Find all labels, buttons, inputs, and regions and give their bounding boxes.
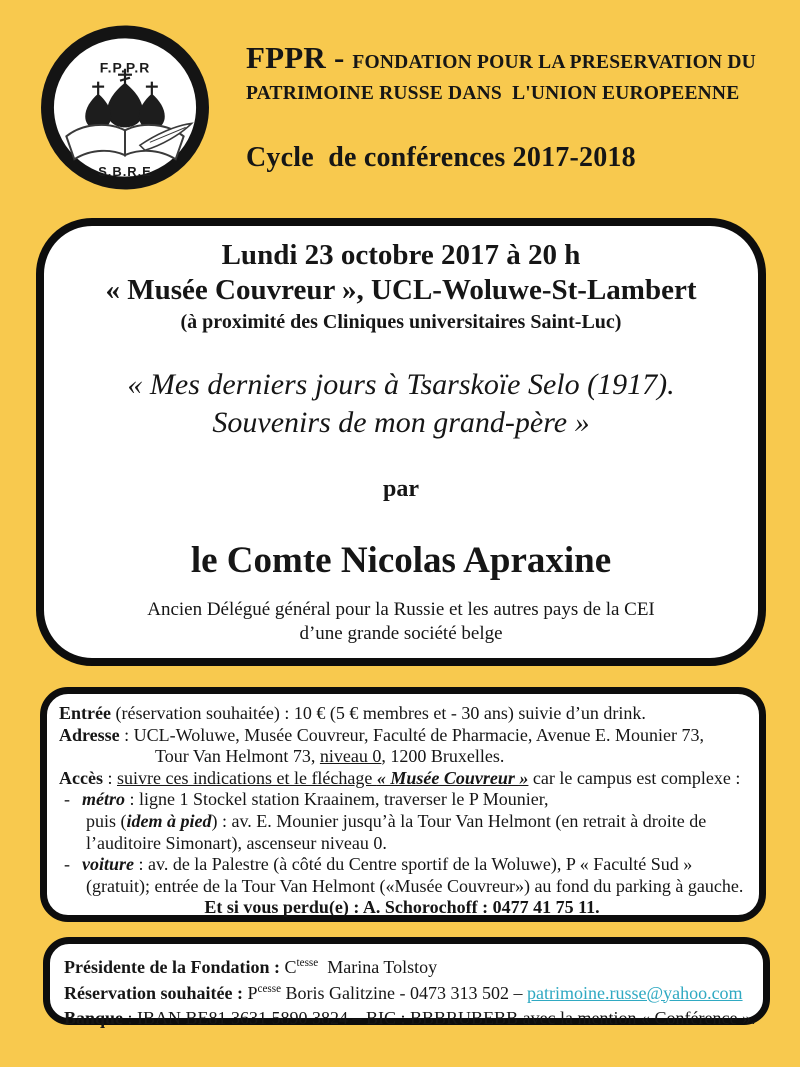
presidente-label: Présidente de la Fondation : bbox=[64, 957, 280, 977]
acces-rest: car le campus est complexe : bbox=[528, 767, 741, 788]
acces-underlined-text: suivre ces indications et le fléchage bbox=[117, 767, 377, 788]
metro2-rest: ) : av. E. Mounier jusqu’à la Tour Van Helmont (en retrait à droite de bbox=[211, 810, 707, 831]
acces-underlined bbox=[117, 768, 528, 788]
metro-line2 bbox=[59, 811, 745, 833]
metro-text: : ligne 1 Stockel station Kraainem, traverser le P Mounier, bbox=[125, 789, 549, 810]
voiture-text: : av. de la Palestre (à côté du Centre sportif de la Woluwe), P « Faculté Sud » bbox=[134, 854, 693, 875]
banque-label: Banque bbox=[64, 1008, 124, 1028]
speaker-description-line1: Ancien Délégué général pour la Russie et les autres pays de la CEI bbox=[147, 599, 655, 620]
metro-line3: l’auditoire Simonart), ascenseur niveau 0. bbox=[86, 832, 387, 853]
voiture-line bbox=[59, 854, 745, 876]
reservation-label: Réservation souhaitée : bbox=[64, 982, 243, 1003]
voiture-label: voiture bbox=[82, 854, 134, 875]
banque-text: : IBAN BE81 3631 5890 3824 – BIC : BBBRUBEBB avec la mention « Conférence ». bbox=[123, 1008, 756, 1028]
metro-label: métro bbox=[82, 789, 125, 810]
lecture-title bbox=[44, 366, 758, 442]
speaker-name: le Comte Nicolas Apraxine bbox=[190, 540, 612, 581]
adresse-line2 bbox=[59, 746, 745, 768]
adresse-label: Adresse bbox=[59, 724, 120, 745]
org-name-line1 bbox=[246, 40, 756, 79]
event-date: Lundi 23 octobre 2017 à 20 h bbox=[221, 239, 581, 271]
acces-label: Accès bbox=[59, 767, 103, 788]
metro-line bbox=[59, 789, 745, 811]
event-venue: « Musée Couvreur », UCL-Woluwe-St-Lambert bbox=[105, 274, 697, 306]
presidente-name: Marina Tolstoy bbox=[318, 957, 438, 977]
lecture-title-line1: « Mes derniers jours à Tsarskoïe Selo (1917). bbox=[127, 368, 675, 401]
by-label: par bbox=[383, 476, 419, 502]
acces-musee: « Musée Couvreur » bbox=[376, 767, 529, 788]
presidente-pre: C bbox=[280, 957, 297, 977]
speaker-description bbox=[44, 598, 758, 646]
entree-line bbox=[59, 703, 745, 725]
reservation-superscript: cesse bbox=[257, 982, 282, 995]
metro2-pre: puis ( bbox=[86, 810, 127, 831]
metro2-idem: idem à pied bbox=[126, 810, 212, 831]
header bbox=[0, 0, 800, 190]
email-link[interactable]: patrimoine.russe@yahoo.com bbox=[527, 982, 743, 1003]
lost-contact-line: Et si vous perdu(e) : A. Schorochoff : 0477 41 75 11. bbox=[204, 897, 600, 918]
reservation-pre: P bbox=[242, 982, 258, 1003]
contact-box bbox=[43, 937, 770, 1028]
logo-top-text: F.P.P.R bbox=[99, 59, 151, 76]
adresse2-niveau: niveau 0 bbox=[319, 746, 382, 767]
reservation-text: Boris Galitzine - 0473 313 502 – bbox=[281, 982, 528, 1003]
presidente-line bbox=[64, 955, 751, 981]
entree-text: (réservation souhaitée) : 10 € (5 € membres et - 30 ans) suivie d’un drink. bbox=[110, 703, 646, 723]
entree-label: Entrée bbox=[59, 703, 111, 723]
speaker-description-line2: d’une grande société belge bbox=[299, 623, 503, 644]
fppr-logo-icon bbox=[40, 25, 210, 190]
presidente-superscript: tesse bbox=[296, 957, 319, 969]
open-book-icon bbox=[66, 123, 191, 159]
org-abbrev: FPPR - bbox=[246, 40, 353, 75]
acces-line bbox=[59, 768, 745, 790]
logo-bottom-text: S.B.R.E bbox=[98, 164, 152, 180]
event-proximity: (à proximité des Cliniques universitaires Saint-Luc) bbox=[180, 311, 622, 333]
adresse-text: : UCL-Woluwe, Musée Couvreur, Faculté de Pharmacie, Avenue E. Mounier 73, bbox=[119, 724, 705, 745]
banque-line bbox=[64, 1006, 756, 1032]
event-box bbox=[36, 218, 766, 666]
org-name-part1: FONDATION POUR LA PRESERVATION DU bbox=[352, 52, 756, 73]
adresse-line bbox=[59, 725, 745, 747]
org-block bbox=[246, 25, 756, 190]
metro-dash: - bbox=[64, 789, 70, 810]
org-name-line2: PATRIMOINE RUSSE DANS L'UNION EUROPEENNE bbox=[246, 83, 740, 104]
reservation-line bbox=[64, 981, 751, 1007]
fppr-logo bbox=[40, 25, 210, 190]
details-box bbox=[40, 687, 766, 922]
adresse2-post: , 1200 Bruxelles. bbox=[381, 746, 505, 767]
voiture-dash: - bbox=[64, 854, 70, 875]
adresse2-pre: Tour Van Helmont 73, bbox=[155, 746, 320, 767]
voiture-line2: (gratuit); entrée de la Tour Van Helmont («Musée Couvreur») au fond du parking à gauche. bbox=[86, 875, 744, 896]
lecture-title-line2: Souvenirs de mon grand-père » bbox=[212, 406, 590, 439]
series-title: Cycle de conférences 2017-2018 bbox=[246, 142, 636, 173]
acces-sep: : bbox=[102, 767, 117, 788]
